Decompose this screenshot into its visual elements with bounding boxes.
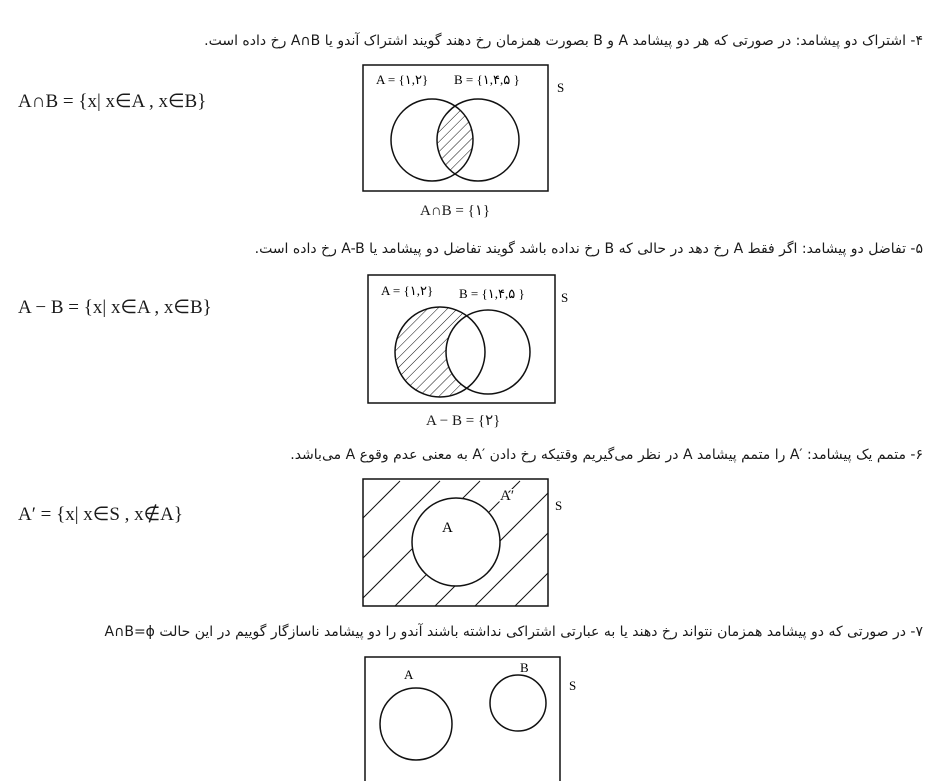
complement-region <box>360 481 575 611</box>
disjoint-venn-diagram <box>362 654 592 781</box>
complement-label: A′ <box>500 488 515 504</box>
set-a-label: A <box>442 520 453 536</box>
universal-set-label: S <box>555 498 563 513</box>
universal-set-label: S <box>561 290 569 305</box>
section-5-text: ۵- تفاضل دو پیشامد: اگر فقط A رخ دهد در حالی که B رخ نداده باشد گویند تفاضل دو پیشامد یا A-B رخ داده است. <box>254 241 923 257</box>
set-a-circle <box>412 498 500 586</box>
intersection-caption: A∩B = {۱} <box>420 203 491 219</box>
section-4-text: ۴- اشتراک دو پیشامد: در صورتی که هر دو پیشامد A و B بصورت همزمان رخ دهند گویند اشتراک آندو یا A∩B رخ داده است. <box>204 33 923 49</box>
set-a-definition: A = {۱,۲} <box>381 283 434 298</box>
universal-set-box <box>365 657 560 781</box>
set-b-definition: B = {۱,۴,۵ } <box>454 72 520 87</box>
universal-set-label: S <box>557 80 565 95</box>
set-a-circle <box>380 688 452 760</box>
set-b-definition: B = {۱,۴,۵ } <box>459 286 525 301</box>
intersection-venn-diagram <box>360 62 575 194</box>
universal-set-label: S <box>569 678 577 693</box>
set-a-label: A <box>404 667 414 682</box>
difference-formula: A − B = {x| x∈A , x∈B} <box>18 297 212 318</box>
complement-venn-diagram <box>360 476 575 611</box>
section-7-text: ۷- در صورتی که دو پیشامد همزمان نتواند رخ دهند یا به عبارتی اشتراکی نداشته باشند آندو را دو پیشامد ناسازگار گوییم در این حالت A∩B=ϕ <box>104 624 923 640</box>
set-b-circle <box>490 675 546 731</box>
set-a-definition: A = {۱,۲} <box>376 72 429 87</box>
set-b-label: B <box>520 660 529 675</box>
difference-caption: A − B = {۲} <box>426 413 501 429</box>
complement-formula: A′ = {x| x∈S , x∉A} <box>18 504 184 525</box>
difference-venn-diagram <box>365 272 580 407</box>
intersection-formula: A∩B = {x| x∈A , x∈B} <box>18 91 207 112</box>
section-6-text: ۶- متمم یک پیشامد: ′A را متمم پیشامد A در نظر می‌گیریم وقتیکه رخ دادن ′A به معنی عدم وقوع A می‌باشد. <box>290 447 923 463</box>
